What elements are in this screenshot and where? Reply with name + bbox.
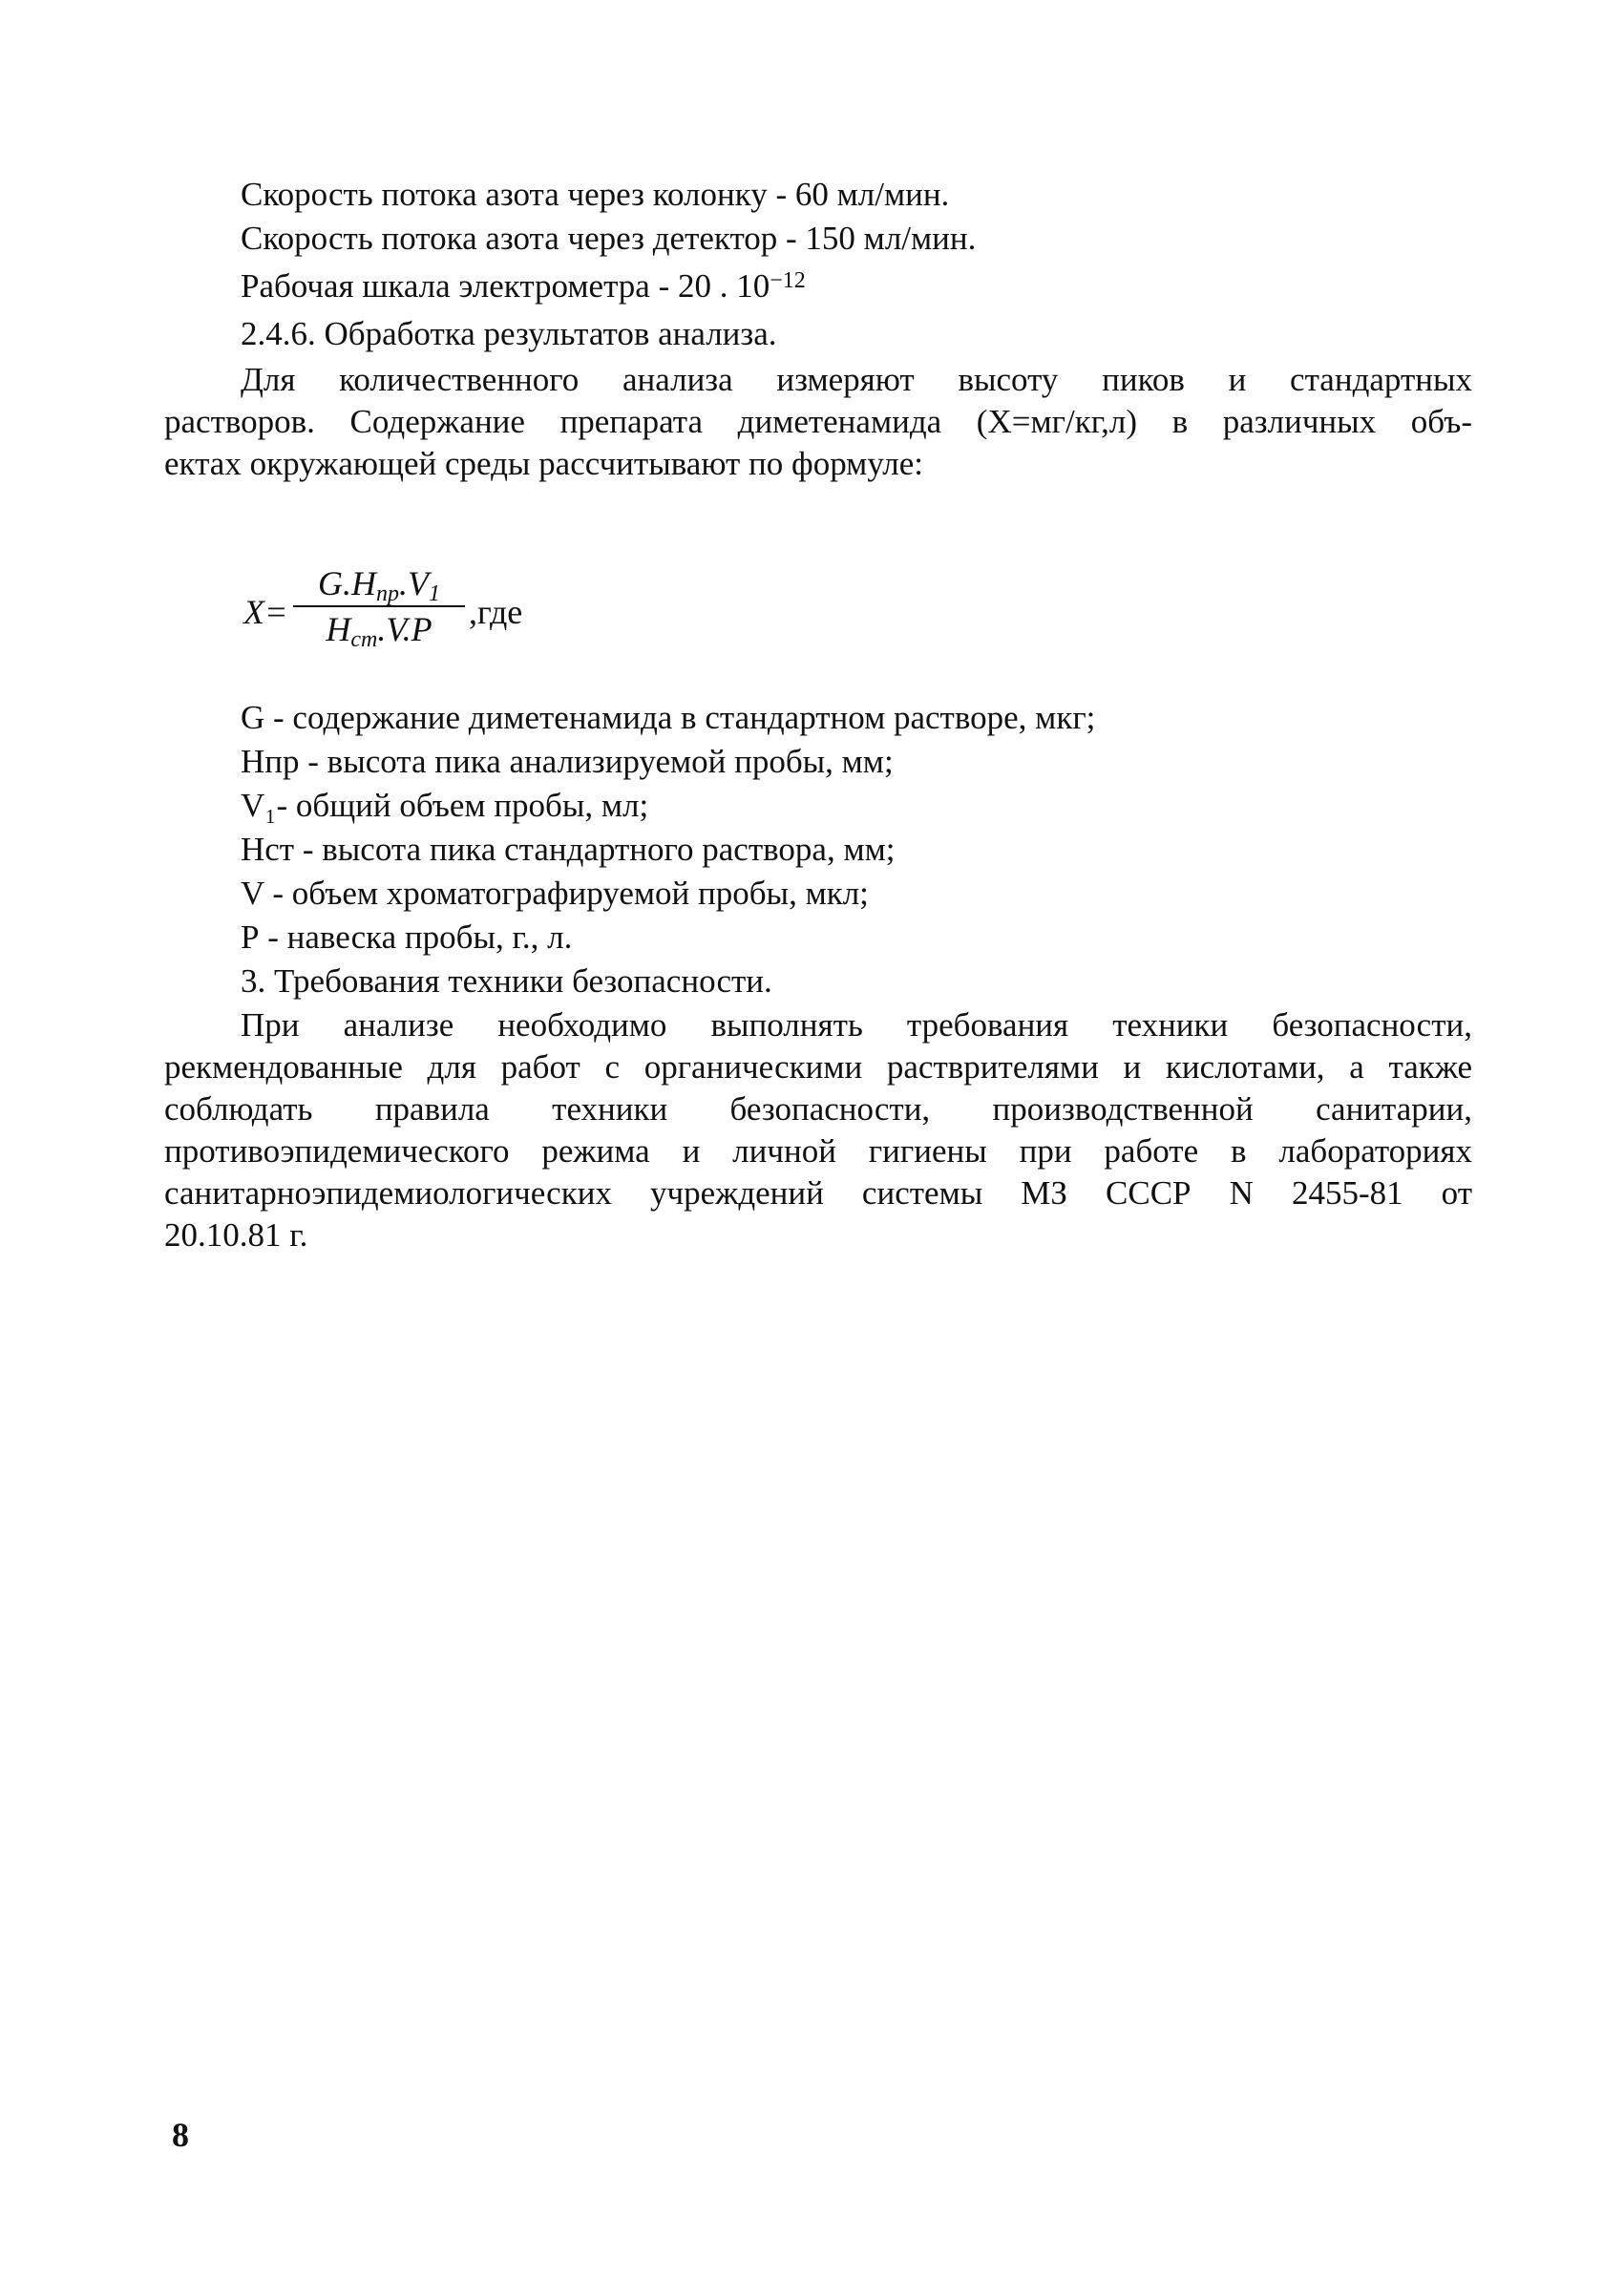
paragraph-analysis-line: ектах окружающей среды рассчитывают по формуле: bbox=[164, 445, 924, 482]
formula-lhs: X= bbox=[243, 593, 288, 631]
definition-p: Р - навеска пробы, г., л. bbox=[241, 918, 573, 956]
formula-num-part: G.H bbox=[318, 564, 376, 602]
formula-num-subscript: 1 bbox=[429, 581, 440, 606]
page-number: 8 bbox=[172, 2116, 189, 2154]
paragraph-analysis-line: растворов. Содержание препарата диметенамида (Х=мг/кг,л) в различных объ- bbox=[164, 403, 1472, 440]
paragraph-safety-line: 20.10.81 г. bbox=[164, 1216, 308, 1254]
section-heading-2-4-6: 2.4.6. Обработка результатов анализа. bbox=[241, 315, 777, 352]
electrometer-exponent: −12 bbox=[770, 268, 806, 293]
formula-num-part: .V bbox=[399, 564, 429, 602]
definition-v: V - объем хроматографируемой пробы, мкл; bbox=[241, 875, 869, 912]
electrometer-scale-text: Рабочая шкала электрометра - 20 . 10 bbox=[241, 267, 770, 305]
nitrogen-flow-column: Скорость потока азота через колонку - 60 мл/мин. bbox=[241, 176, 950, 213]
definition-hst: Нст - высота пика стандартного раствора, мм; bbox=[241, 831, 896, 868]
paragraph-safety-line: При анализе необходимо выполнять требования техники безопасности, bbox=[241, 1006, 1472, 1044]
definition-hpr: Нпр - высота пика анализируемой пробы, мм; bbox=[241, 743, 894, 780]
formula-num-subscript: пр bbox=[376, 581, 399, 606]
formula-den-part: H bbox=[326, 610, 351, 648]
paragraph-safety-line: противоэпидемического режима и личной гигиены при работе в лабораториях bbox=[164, 1132, 1472, 1170]
paragraph-safety-line: санитарноэпидемиологических учреждений системы МЗ СССР N 2455-81 от bbox=[164, 1174, 1472, 1212]
nitrogen-flow-detector: Скорость потока азота через детектор - 150 мл/мин. bbox=[241, 220, 977, 257]
section-heading-3: 3. Требования техники безопасности. bbox=[241, 962, 772, 1000]
formula-den-part: .V.P bbox=[377, 610, 432, 648]
formula-tail: ,где bbox=[469, 593, 523, 631]
formula-fraction bbox=[293, 563, 465, 652]
paragraph-safety-line: рекмендованные для работ с органическими растврителями и кислотами, а также bbox=[164, 1048, 1472, 1086]
paragraph-safety bbox=[164, 1004, 1472, 1256]
paragraph-analysis bbox=[164, 359, 1472, 485]
electrometer-scale bbox=[241, 265, 806, 307]
definition-v1: V₁- общий объем пробы, мл; bbox=[241, 787, 649, 824]
formula-den-subscript: cm bbox=[350, 627, 378, 652]
paragraph-analysis-line: Для количественного анализа измеряют высоту пиков и стандартных bbox=[241, 361, 1472, 398]
definition-g: G - содержание диметенамида в стандартном растворе, мкг; bbox=[241, 699, 1096, 736]
paragraph-safety-line: соблюдать правила техники безопасности, производственной санитарии, bbox=[164, 1090, 1472, 1128]
formula-denominator bbox=[293, 609, 465, 652]
formula-numerator bbox=[293, 563, 465, 606]
